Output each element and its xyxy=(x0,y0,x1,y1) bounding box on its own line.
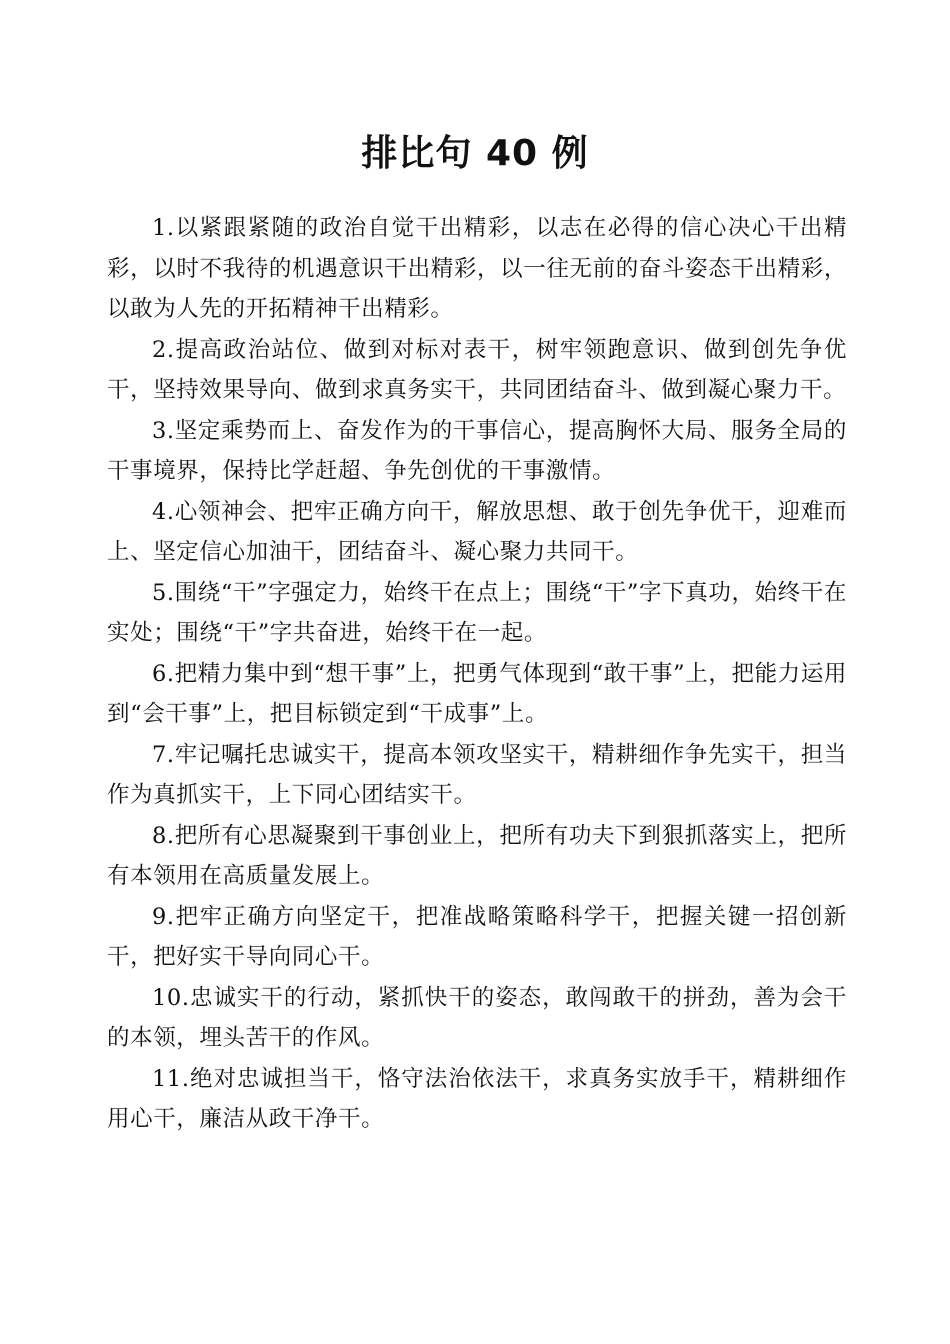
document-body xyxy=(107,208,847,1140)
paragraph: 5.围绕“干”字强定力，始终干在点上；围绕“干”字下真功，始终干在实处；围绕“干”字共奋进，始终干在一起。 xyxy=(107,579,847,646)
paragraph: 4.心领神会、把牢正确方向干，解放思想、敢于创先争优干，迎难而上、坚定信心加油干，团结奋斗、凝心聚力共同干。 xyxy=(107,498,847,565)
paragraph: 11.绝对忠诚担当干，恪守法治依法干，求真务实放手干，精耕细作用心干，廉洁从政干净干。 xyxy=(107,1065,847,1132)
paragraph: 7.牢记嘱托忠诚实干，提高本领攻坚实干，精耕细作争先实干，担当作为真抓实干，上下同心团结实干。 xyxy=(107,741,847,808)
paragraph: 1.以紧跟紧随的政治自觉干出精彩，以志在必得的信心决心干出精彩，以时不我待的机遇意识干出精彩，以一往无前的奋斗姿态干出精彩，以敢为人先的开拓精神干出精彩。 xyxy=(107,215,847,322)
paragraph: 8.把所有心思凝聚到干事创业上，把所有功夫下到狠抓落实上，把所有本领用在高质量发展上。 xyxy=(107,822,847,889)
paragraph: 9.把牢正确方向坚定干，把准战略策略科学干，把握关键一招创新干，把好实干导向同心干。 xyxy=(107,903,847,970)
paragraph: 3.坚定乘势而上、奋发作为的干事信心，提高胸怀大局、服务全局的干事境界，保持比学赶超、争先创优的干事激情。 xyxy=(107,417,847,484)
paragraph: 6.把精力集中到“想干事”上，把勇气体现到“敢干事”上，把能力运用到“会干事”上，把目标锁定到“干成事”上。 xyxy=(107,660,847,727)
paragraph: 10.忠诚实干的行动，紧抓快干的姿态，敢闯敢干的拼劲，善为会干的本领，埋头苦干的作风。 xyxy=(107,984,847,1051)
page-title: 排比句 40 例 xyxy=(361,133,589,174)
paragraph: 2.提高政治站位、做到对标对表干，树牢领跑意识、做到创先争优干，坚持效果导向、做到求真务实干，共同团结奋斗、做到凝心聚力干。 xyxy=(107,336,847,403)
